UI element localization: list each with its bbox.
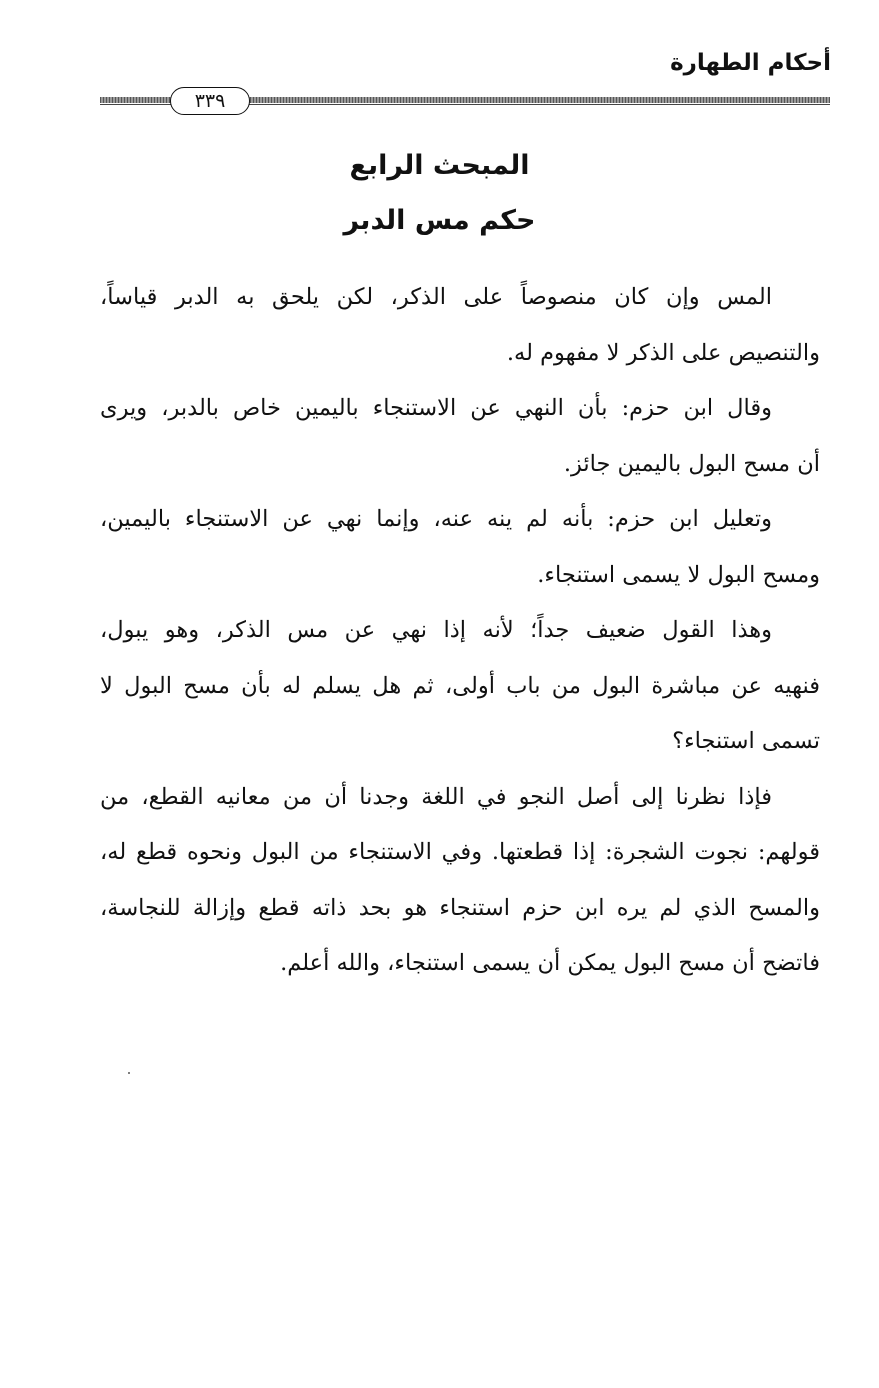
text-line: تسمى استنجاء؟ [672,728,820,754]
text-line: فنهيه عن مباشرة البول من باب أولى، ثم هل يسلم له بأن مسح البول لا [100,672,820,699]
print-speck [128,1072,130,1074]
page-number: ٣٣٩ [170,87,250,115]
text-line: أن مسح البول باليمين جائز. [563,450,820,477]
section-subtitle: حكم مس الدبر [343,205,536,236]
text-line: والمسح الذي لم يره ابن حزم استنجاء هو بحد ذاته قطع وإزالة للنجاسة، [100,894,820,921]
paragraph-5 [100,770,820,992]
paragraph-4 [100,603,820,770]
paragraph-3 [100,492,820,603]
text-line: المس وإن كان منصوصاً على الذكر، لكن يلحق به الدبر قياساً، [100,284,772,310]
text-line: فاتضح أن مسح البول يمكن أن يسمى استنجاء، والله أعلم. [280,950,820,976]
text-line: وهذا القول ضعيف جداً؛ لأنه إذا نهي عن مس الذكر، وهو يبول، [100,617,772,643]
body-text [100,270,820,992]
paragraph-2 [100,381,820,492]
text-line: والتنصيص على الذكر لا مفهوم له. [506,339,820,366]
running-head-book-title: أحكام الطهارة [670,50,831,76]
paragraph-1 [100,270,820,381]
text-line: فإذا نظرنا إلى أصل النجو في اللغة وجدنا أن من معانيه القطع، من [100,783,772,810]
text-line: وقال ابن حزم: بأن النهي عن الاستنجاء باليمين خاص بالدبر، ويرى [100,395,772,421]
text-line: ومسح البول لا يسمى استنجاء. [537,561,820,588]
section-title: المبحث الرابع [349,150,530,181]
text-line: وتعليل ابن حزم: بأنه لم ينه عنه، وإنما نهي عن الاستنجاء باليمين، [100,506,772,532]
text-line: قولهم: نجوت الشجرة: إذا قطعتها. وفي الاستنجاء من البول ونحوه قطع له، [100,839,820,865]
